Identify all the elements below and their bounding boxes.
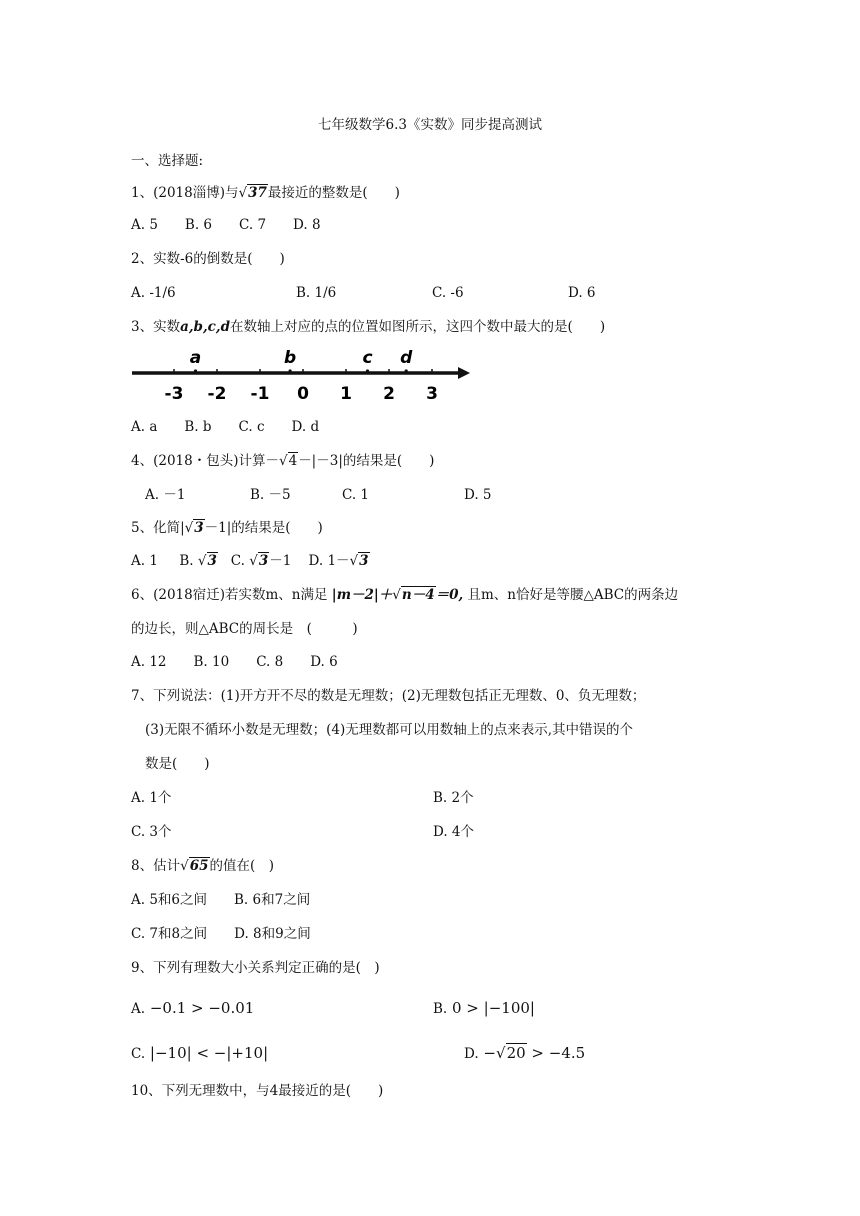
q7-option-c: C. 3个 [131, 824, 172, 840]
sqrt-n-4: √n－4 [392, 587, 435, 603]
question-1 [131, 183, 400, 203]
sqrt-20: √20 [496, 1044, 526, 1062]
q2-option-a: A. -1/6 [131, 285, 176, 301]
question-6: 6、(2018宿迁)若实数m、n满足 |m－2|＋√n－4＝0, 且m、n恰好是等腰△ABC的两条边 [131, 587, 679, 603]
sqrt-3-d: √3 [349, 553, 369, 569]
point-label-a: a [189, 348, 202, 368]
question-4: 4、(2018・包头)计算－√4－|－3|的结果是( ) [131, 453, 435, 469]
tick-label: -3 [164, 384, 184, 404]
section-heading: 一、选择题: [131, 153, 204, 169]
q6-options: A. 12 B. 10 C. 8 D. 6 [131, 654, 338, 670]
tick-label: 3 [426, 384, 438, 404]
q4-option-a: A. －1 [145, 487, 186, 503]
q6-abs-expr: |m－2|＋ [331, 587, 393, 603]
tick-label: -1 [250, 384, 270, 404]
sqrt-4: √4 [278, 453, 298, 469]
q6-line2: 的边长，则△ABC的周长是 ( ) [131, 621, 358, 637]
q8-options-row2: C. 7和8之间 D. 8和9之间 [131, 926, 311, 942]
page-title: 七年级数学6.3《实数》同步提高测试 [318, 117, 542, 133]
q4-option-b: B. －5 [250, 487, 291, 503]
sqrt-3: √3 [184, 520, 204, 536]
tick-label: 1 [340, 384, 352, 404]
sqrt-37: √37 [238, 185, 267, 201]
q9-option-b: B. 0 > |−100| [433, 999, 535, 1017]
question-8: 8、估计√65的值在( ) [131, 858, 275, 874]
tick-label: 0 [297, 384, 309, 404]
q7-line3: 数是( ) [145, 756, 210, 772]
tick-label: -2 [207, 384, 227, 404]
q9-option-c: C. |−10| < −|+10| [131, 1044, 269, 1062]
q7-line2: (3)无限不循环小数是无理数；(4)无理数都可以用数轴上的点来表示,其中错误的个 [145, 722, 634, 738]
sqrt-3-c: √3 [249, 553, 269, 569]
q9-option-a: A. −0.1 > −0.01 [131, 999, 255, 1017]
q2-option-b: B. 1/6 [296, 285, 337, 301]
sqrt-3-b: √3 [197, 553, 217, 569]
question-7: 7、下列说法：(1)开方开不尽的数是无理数；(2)无理数包括正无理数、0、负无理数； [131, 688, 646, 704]
question-2: 2、实数-6的倒数是( ) [131, 251, 285, 267]
q2-option-d: D. 6 [568, 285, 596, 301]
point-mark-d [405, 369, 408, 372]
point-label-c: c [362, 348, 373, 368]
number-line-arrow [458, 367, 470, 379]
point-mark-b [289, 369, 292, 372]
q7-option-d: D. 4个 [433, 824, 475, 840]
q1-options: A. 5 B. 6 C. 7 D. 8 [131, 217, 321, 233]
q8-options-row1: A. 5和6之间 B. 6和7之间 [131, 892, 311, 908]
point-mark-c [366, 369, 369, 372]
point-mark-a [194, 369, 197, 372]
tick-label: 2 [383, 384, 395, 404]
q7-option-b: B. 2个 [433, 790, 474, 806]
q1-pre: 1、(2018淄博)与 [131, 185, 239, 201]
q5-options: A. 1 B. √3 C. √3－1 D. 1－√3 [131, 553, 369, 569]
q9-option-d: D. −√20 > −4.5 [464, 1044, 586, 1062]
q3-vars: a,b,c,d [180, 319, 231, 335]
question-10: 10、下列无理数中，与4最接近的是( ) [131, 1083, 384, 1099]
question-5: 5、化简|√3－1|的结果是( ) [131, 520, 323, 536]
number-line-figure [128, 345, 473, 405]
q2-option-c: C. -6 [432, 285, 464, 301]
q4-option-c: C. 1 [342, 487, 370, 503]
q1-post: 最接近的整数是( ) [267, 185, 400, 201]
question-9: 9、下列有理数大小关系判定正确的是( ) [131, 960, 380, 976]
question-3: 3、实数a,b,c,d在数轴上对应的点的位置如图所示，这四个数中最大的是( ) [131, 319, 606, 335]
sqrt-65: √65 [180, 858, 209, 874]
q3-options: A. a B. b C. c D. d [131, 419, 320, 435]
point-label-d: d [400, 348, 413, 368]
q7-option-a: A. 1个 [131, 790, 172, 806]
point-label-b: b [284, 348, 297, 368]
q4-option-d: D. 5 [464, 487, 492, 503]
